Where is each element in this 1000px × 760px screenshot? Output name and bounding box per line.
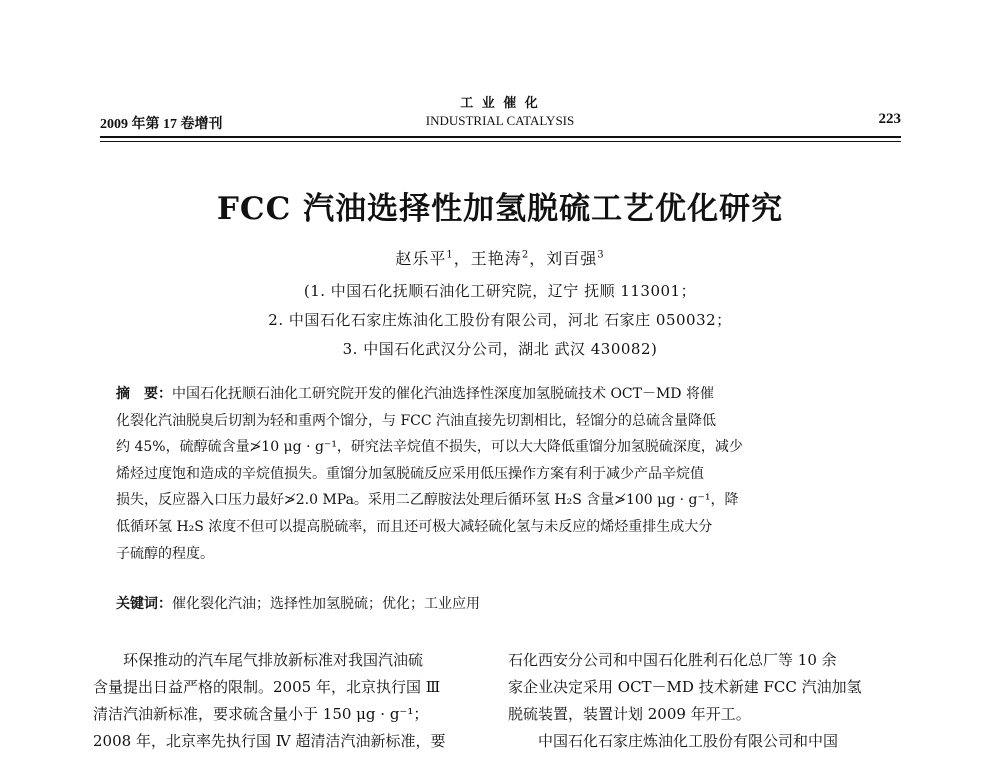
journal-name-en: INDUSTRIAL CATALYSIS <box>425 113 575 128</box>
body-column-left <box>93 647 493 755</box>
header-rule-thin <box>100 141 901 142</box>
paper-title: FCC 汽油选择性加氢脱硫工艺优化研究 <box>216 191 784 227</box>
author-name: 王艳涛 <box>470 249 522 268</box>
abstract-line: 化裂化汽油脱臭后切割为轻和重两个馏分，与 FCC 汽油直接先切割相比，轻馏分的总硫含量降低 <box>116 412 717 429</box>
author-separator: ， <box>453 249 471 268</box>
keywords-label: 关键词： <box>116 596 172 612</box>
author-affiliation-mark: 1 <box>446 249 454 261</box>
author-name: 赵乐平 <box>395 249 447 268</box>
body-line: 脱硫装置，装置计划 2009 年开工。 <box>508 705 751 723</box>
affiliation-line: 3. 中国石化武汉分公司，湖北 武汉 430082) <box>342 340 658 358</box>
affiliation-line: 2. 中国石化石家庄炼油化工股份有限公司，河北 石家庄 050032； <box>268 311 732 329</box>
author-list <box>0 246 1000 269</box>
author-name: 刘百强 <box>546 249 598 268</box>
body-line: 石化西安分公司和中国石化胜利石化总厂等 10 余 <box>508 651 837 669</box>
keywords <box>116 593 886 613</box>
page-number: 223 <box>878 111 901 127</box>
abstract-line: 子硫醇的程度。 <box>116 545 214 562</box>
author-separator: ， <box>529 249 547 268</box>
author-affiliation-mark: 2 <box>521 249 530 261</box>
abstract-label: 摘 要： <box>116 386 172 402</box>
header-rule-thick <box>100 136 901 138</box>
keywords-text: 催化裂化汽油；选择性加氢脱硫；优化；工业应用 <box>172 596 480 612</box>
affiliation-line: (1. 中国石化抚顺石油化工研究院，辽宁 抚顺 113001； <box>303 282 697 300</box>
abstract <box>116 381 886 567</box>
body-line: 含量提出日益严格的限制。2005 年，北京执行国 Ⅲ <box>93 678 441 696</box>
abstract-line <box>116 381 886 408</box>
abstract-line: 低循环氢 H₂S 浓度不但可以提高脱硫率，而且还可极大减轻硫化氢与未反应的烯烃重排生成大分 <box>116 518 713 535</box>
body-column-right <box>508 647 908 755</box>
journal-name <box>0 95 1000 129</box>
abstract-text: 中国石化抚顺石油化工研究院开发的催化汽油选择性深度加氢脱硫技术 OCT－MD 将催 <box>172 386 714 402</box>
body-line: 家企业决定采用 OCT－MD 技术新建 FCC 汽油加氢 <box>508 678 862 696</box>
author-affiliation-mark: 3 <box>597 249 605 261</box>
abstract-line: 约 45%，硫醇硫含量≯10 μg · g⁻¹，研究法辛烷值不损失，可以大大降低重馏分加氢脱硫深度，减少 <box>116 439 743 456</box>
body-line: 环保推动的汽车尾气排放新标准对我国汽油硫 <box>123 651 424 669</box>
issue-info: 2009 年第 17 卷增刊 <box>100 117 223 132</box>
abstract-line: 烯烃过度饱和造成的辛烷值损失。重馏分加氢脱硫反应采用低压操作方案有利于减少产品辛烷值 <box>116 465 704 482</box>
body-line: 2008 年，北京率先执行国 Ⅳ 超清洁汽油新标准，要 <box>93 732 446 750</box>
abstract-line: 损失，反应器入口压力最好≯2.0 MPa。采用二乙醇胺法处理后循环氢 H₂S 含量≯100 μg · g⁻¹，降 <box>116 492 739 509</box>
body-line: 中国石化石家庄炼油化工股份有限公司和中国 <box>538 732 839 750</box>
body-line: 清洁汽油新标准，要求硫含量小于 150 μg · g⁻¹； <box>93 705 429 723</box>
journal-name-cn: 工 业 催 化 <box>460 96 540 111</box>
